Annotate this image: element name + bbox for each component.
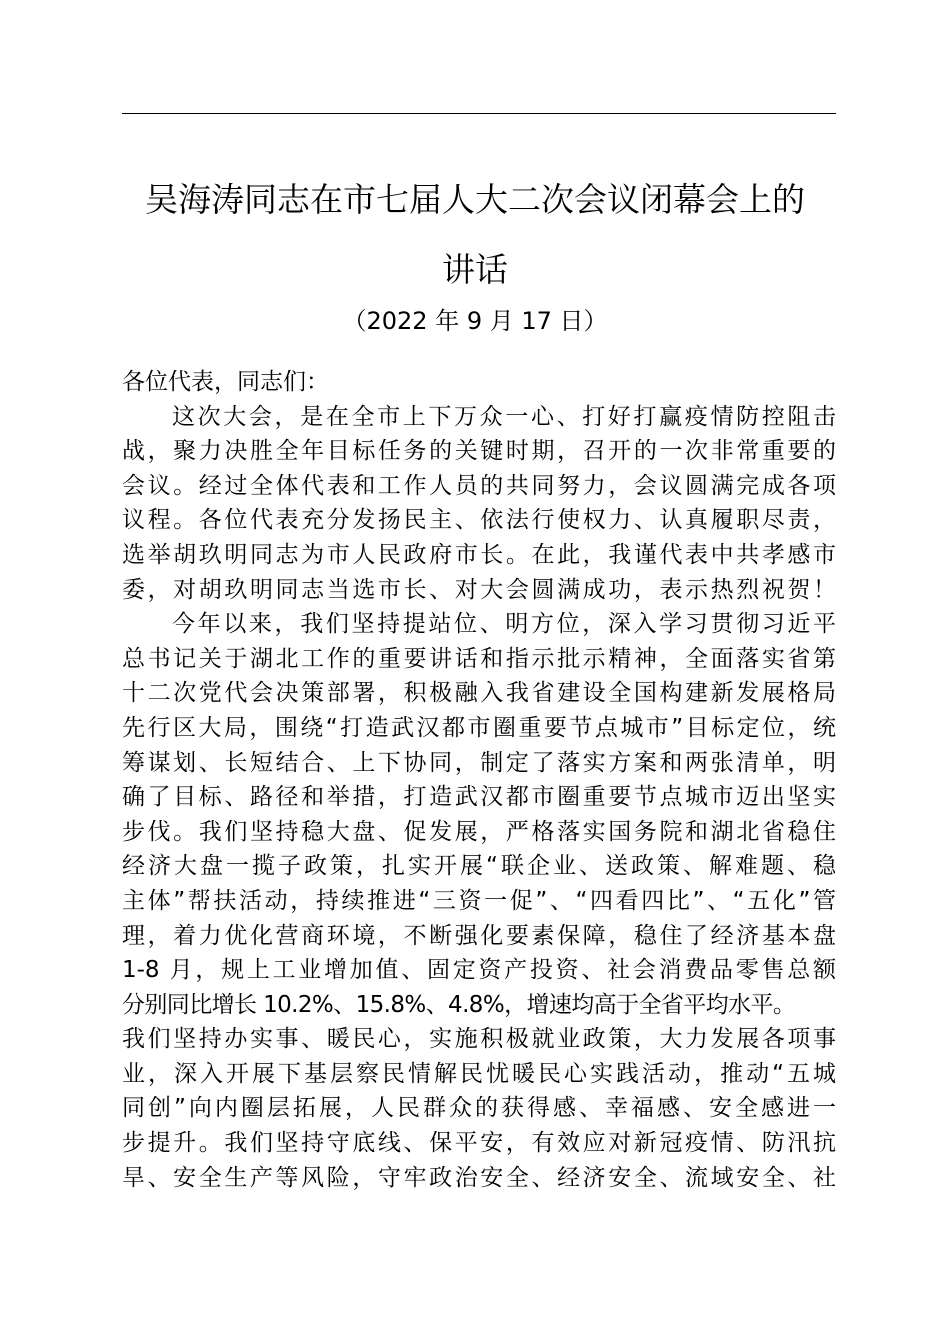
paragraph-2-line-11: 1-8 月，规上工业增加值、固定资产投资、社会消费品零售总额 bbox=[122, 957, 836, 984]
paragraph-1-line-3: 会议。经过全体代表和工作人员的共同努力，会议圆满完成各项 bbox=[122, 472, 836, 499]
paragraph-2-line-9: 主体”帮扶活动，持续推进“三资一促”、“四看四比”、“五化”管 bbox=[122, 887, 836, 914]
paragraph-2-line-13: 我们坚持办实事、暖民心，实施积极就业政策，大力发展各项事 bbox=[122, 1026, 836, 1053]
paragraph-2-line-1: 今年以来，我们坚持提站位、明方位，深入学习贯彻习近平 bbox=[172, 611, 836, 638]
paragraph-1-line-2: 战，聚力决胜全年目标任务的关键时期，召开的一次非常重要的 bbox=[122, 438, 836, 465]
paragraph-1-line-4: 议程。各位代表充分发扬民主、依法行使权力、认真履职尽责， bbox=[122, 507, 836, 534]
paragraph-2-line-7: 步伐。我们坚持稳大盘、促发展，严格落实国务院和湖北省稳住 bbox=[122, 818, 836, 845]
paragraph-2-line-4: 先行区大局，围绕“打造武汉都市圈重要节点城市”目标定位，统 bbox=[122, 714, 836, 741]
paragraph-2-line-8: 经济大盘一揽子政策，扎实开展“联企业、送政策、解难题、稳 bbox=[122, 853, 836, 880]
document-body bbox=[122, 365, 836, 1195]
paragraph-2-line-16: 步提升。我们坚持守底线、保平安，有效应对新冠疫情、防汛抗 bbox=[122, 1130, 836, 1157]
document-title-line-1: 吴海涛同志在市七届人大二次会议闭幕会上的 bbox=[145, 180, 805, 219]
paragraph-2-line-5: 筹谋划、长短结合、上下协同，制定了落实方案和两张清单，明 bbox=[122, 749, 836, 776]
salutation: 各位代表，同志们： bbox=[122, 369, 329, 395]
paragraph-1-line-1: 这次大会，是在全市上下万众一心、打好打赢疫情防控阻击 bbox=[172, 403, 836, 430]
paragraph-2-line-2: 总书记关于湖北工作的重要讲话和指示批示精神，全面落实省第 bbox=[122, 645, 836, 672]
header-rule bbox=[122, 113, 836, 114]
paragraph-2-line-14: 业，深入开展下基层察民情解民忧暖民心实践活动，推动“五城 bbox=[122, 1060, 836, 1087]
document-title-line-2: 讲话 bbox=[442, 250, 508, 289]
paragraph-2-line-12: 分别同比增长 10.2%、15.8%、4.8%，增速均高于全省平均水平。 bbox=[122, 991, 796, 1018]
paragraph-1-line-5: 选举胡玖明同志为市人民政府市长。在此，我谨代表中共孝感市 bbox=[122, 541, 836, 568]
paragraph-2-line-10: 理，着力优化营商环境，不断强化要素保障，稳住了经济基本盘 bbox=[122, 922, 836, 949]
paragraph-2-line-3: 十二次党代会决策部署，积极融入我省建设全国构建新发展格局 bbox=[122, 680, 836, 707]
paragraph-2-line-6: 确了目标、路径和举措，打造武汉都市圈重要节点城市迈出坚实 bbox=[122, 784, 836, 811]
paragraph-2-line-17: 旱、安全生产等风险，守牢政治安全、经济安全、流域安全、社 bbox=[122, 1164, 836, 1191]
document-date: （2022 年 9 月 17 日） bbox=[342, 307, 608, 335]
paragraph-2-line-15: 同创”向内圈层拓展，人民群众的获得感、幸福感、安全感进一 bbox=[122, 1095, 836, 1122]
paragraph-1-line-6: 委，对胡玖明同志当选市长、对大会圆满成功，表示热烈祝贺！ bbox=[122, 576, 836, 603]
